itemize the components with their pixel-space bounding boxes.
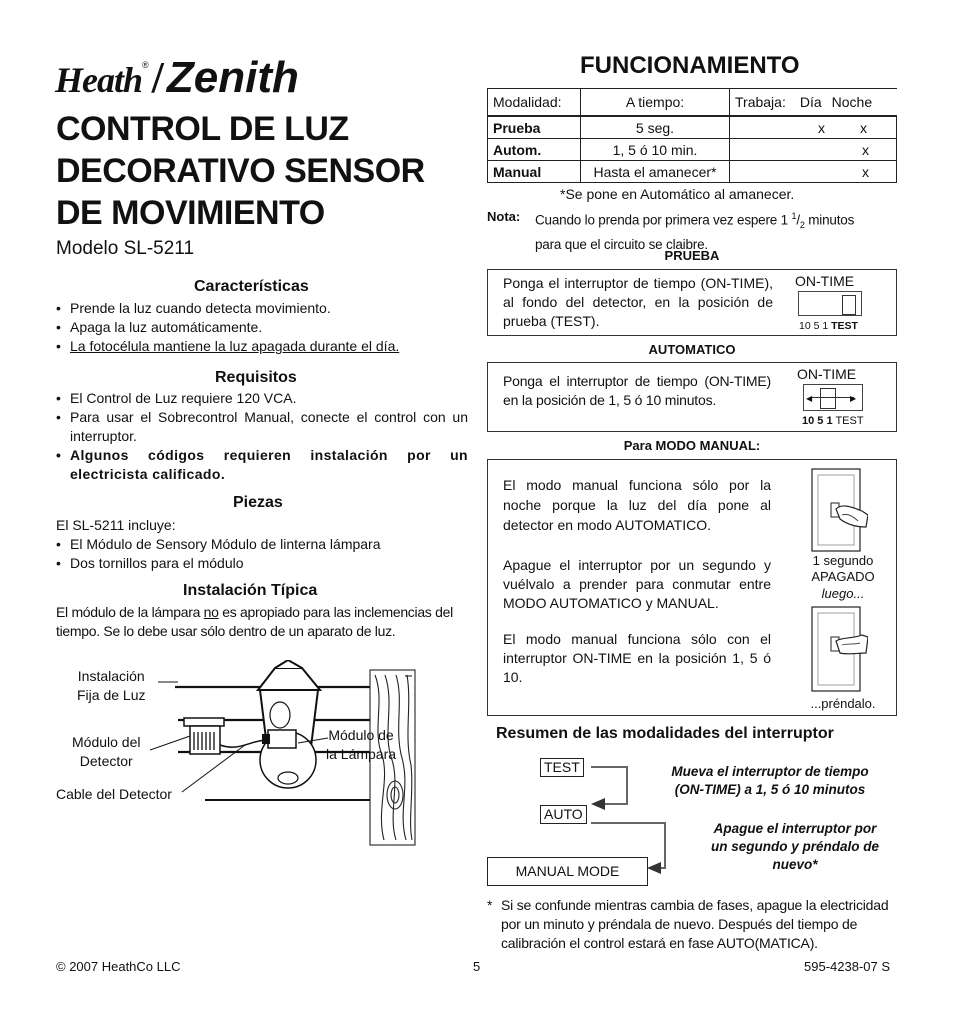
auto-box <box>487 362 897 432</box>
test-text: Ponga el interruptor de tiempo (ON-TIME), al fondo del detector, en la posición de prueba (TEST). <box>503 275 773 329</box>
flow-note-2: Apague el interruptor por un segundo y préndalo de nuevo* <box>710 821 879 872</box>
list-item <box>56 337 468 356</box>
flow-test-box: TEST <box>540 758 584 777</box>
logo-zenith: Zenith <box>166 53 299 102</box>
model-number: Modelo SL-5211 <box>56 238 195 259</box>
auto-text: Ponga el interruptor de tiempo (ON-TIME) en la posición de 1, 5 ó 10 minutos. <box>503 373 771 408</box>
list-item: • Algunos códigos requieren instalación por un electricista calificado. <box>56 446 468 484</box>
table-header-row <box>488 89 897 117</box>
summary-footnote: Si se confunde mientras cambia de fases, apague la electricidad por un minuto y préndala de nuevo. Después del tiempo de calibración el control estará en fase AUTO(MATICA). <box>501 897 889 951</box>
test-switch-knob <box>842 295 856 315</box>
parts-intro: El SL-5211 incluye: <box>56 517 176 533</box>
auto-scale: 10 5 1 TEST <box>802 415 864 427</box>
list-item: • Apaga la luz automáticamente. <box>56 318 468 337</box>
footer-code: 595-4238-07 S <box>804 959 891 974</box>
requirements-list <box>56 389 468 484</box>
requirements-heading: Requisitos <box>215 369 297 386</box>
modes-table <box>487 88 897 183</box>
list-item: • El Control de Luz requiere 120 VCA. <box>56 389 468 408</box>
label-fixture: Instalación Fija de Luz <box>77 668 146 703</box>
auto-switch-label: ON-TIME <box>797 366 857 382</box>
wall-switch-off-icon <box>808 467 868 552</box>
manual-p1: El modo manual funciona sólo por la noche porque la luz del día pone al detector en modo AUTOMATICO. <box>503 477 771 533</box>
test-box <box>487 269 897 336</box>
note-text: Cuando lo prenda por primera vez espere 1 $^1/_2$ minutos para que el circuito se claibre. <box>535 211 855 253</box>
test-scale: 10 5 1 TEST <box>799 320 858 332</box>
table-row: Autom. 1, 5 ó 10 min. x <box>488 139 897 161</box>
footer-page-number: 5 <box>473 959 481 974</box>
manual-p2: Apague el interruptor por un segundo y vuélvalo a prender para conmutar entre MODO AUTOMATICO y MANUAL. <box>503 557 771 611</box>
parts-list <box>56 535 468 573</box>
manual-heading: Para MODO MANUAL: <box>623 438 761 453</box>
installation-heading: Instalación Típica <box>183 582 318 599</box>
features-underlined: La fotocélula mantiene la luz apagada durante el día. <box>70 338 400 354</box>
title-line-1: CONTROL DE LUZ <box>56 110 349 148</box>
logo-slash: / <box>151 53 164 102</box>
note-label: Nota: <box>487 209 521 224</box>
manual-p3: El modo manual funciona sólo con el interruptor ON-TIME en la posición 1, 5 ó 10. <box>503 631 771 685</box>
summary-footnote-mark: * <box>487 897 493 913</box>
summary-heading: Resumen de las modalidades del interruptor <box>496 725 834 742</box>
flow-manual-box: MANUAL MODE <box>487 857 648 886</box>
auto-heading: AUTOMATICO <box>648 342 736 357</box>
test-switch-label: ON-TIME <box>795 273 855 289</box>
table-row: Manual Hasta el amanecer* x <box>488 161 897 183</box>
logo-heath: Heath <box>55 60 143 100</box>
installation-text: El módulo de la lámpara no es apropiado para las inclemencias del tiempo. Se lo debe usar sólo dentro de un aparato de luz. <box>56 604 453 639</box>
list-item: • Para usar el Sobrecontrol Manual, conecte el control con un interruptor. <box>56 408 468 446</box>
test-switch <box>798 291 862 316</box>
manual-caption-2: luego... <box>821 586 865 601</box>
manual-caption-1: 1 segundo APAGADO <box>811 553 875 584</box>
title-line-2: DECORATIVO SENSOR <box>56 152 425 190</box>
operation-heading: FUNCIONAMIENTO <box>580 52 800 79</box>
features-heading: Características <box>194 278 309 295</box>
table-row: Prueba 5 seg. x x <box>488 116 897 139</box>
parts-heading: Piezas <box>233 494 283 511</box>
auto-switch: ◀ ▶ <box>803 384 863 411</box>
logo-reg: ® <box>142 60 149 70</box>
manual-caption-3: ...préndalo. <box>810 696 876 711</box>
auto-switch-knob <box>820 388 836 409</box>
table-header: Modalidad: <box>488 89 581 117</box>
brand-logo <box>55 52 325 100</box>
title-line-3: DE MOVIMIENTO <box>56 194 325 232</box>
label-lamp: Módulo de la Lámpara <box>326 727 397 762</box>
label-detector: Módulo del Detector <box>72 734 141 769</box>
flow-auto-box: AUTO <box>540 805 587 824</box>
footer-copyright: © 2007 HeathCo LLC <box>56 959 181 974</box>
list-item: • El Módulo de Sensory Módulo de linterna lámpara <box>56 535 468 554</box>
wall-switch-on-icon <box>808 605 868 693</box>
manual-box <box>487 459 897 716</box>
flow-note-1: Mueva el interruptor de tiempo (ON-TIME) a 1, 5 ó 10 minutos <box>671 764 869 797</box>
features-list <box>56 299 468 356</box>
table-footnote: *Se pone en Automático al amanecer. <box>560 186 795 202</box>
page-title <box>56 108 456 234</box>
table-header: A tiempo: <box>581 89 730 117</box>
label-cable: Cable del Detector <box>56 786 172 802</box>
list-item: • Prende la luz cuando detecta movimiento. <box>56 299 468 318</box>
list-item: • Dos tornillos para el módulo <box>56 554 468 573</box>
test-heading: PRUEBA <box>664 248 720 263</box>
table-header: Trabaja: Día Noche <box>730 89 897 117</box>
